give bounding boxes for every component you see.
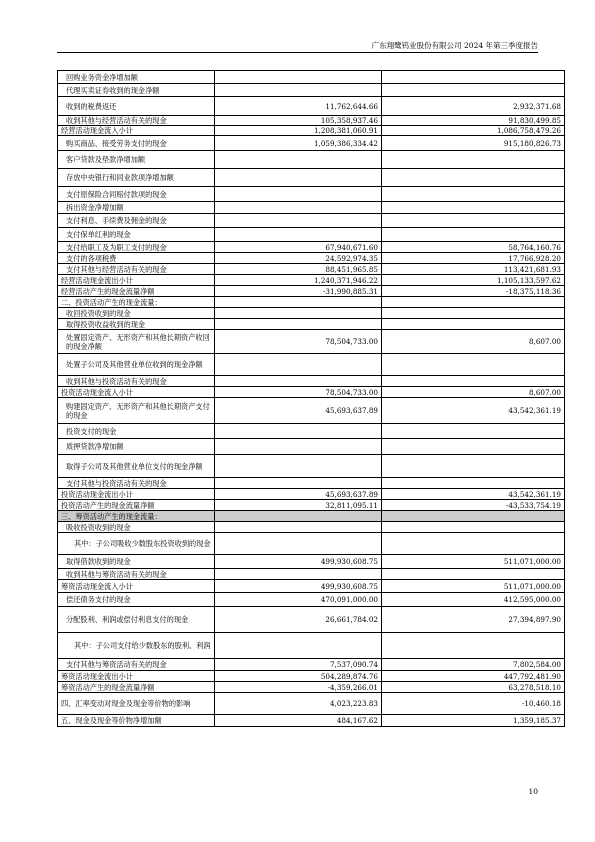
table-row — [58, 424, 565, 439]
row-item-label: 吸收投资收到的现金 — [58, 522, 215, 533]
row-item-label: 经营活动现金流出小计 — [58, 275, 215, 286]
row-item-label: 收回投资收到的现金 — [58, 308, 215, 319]
row-item-label: 支付其他与投资活动有关的现金 — [58, 478, 215, 489]
row-item-label: 存放中央银行和同业款项净增加额 — [58, 169, 215, 187]
current-period-amount — [215, 151, 382, 169]
table-row — [58, 126, 565, 136]
row-item-label: 投资活动现金流入小计 — [58, 387, 215, 398]
current-period-amount: 26,661,784.02 — [215, 607, 382, 633]
table-row — [58, 286, 565, 297]
page-number: 10 — [528, 787, 538, 796]
prior-period-amount — [382, 214, 565, 228]
prior-period-amount — [382, 511, 565, 522]
table-row — [58, 275, 565, 286]
current-period-amount: 499,930,608.75 — [215, 580, 382, 593]
row-item-label: 其中：子公司支付给少数股东的股利、利润 — [58, 633, 215, 659]
prior-period-amount — [382, 228, 565, 242]
row-item-label: 处置子公司及其他营业单位收到的现金净额 — [58, 354, 215, 376]
table-row — [58, 633, 565, 659]
row-item-label: 支付其他与经营活动有关的现金 — [58, 264, 215, 275]
row-item-label: 支付原保险合同赔付款项的现金 — [58, 187, 215, 202]
current-period-amount: 1,208,381,060.91 — [215, 126, 382, 136]
row-item-label: 客户贷款及垫款净增加额 — [58, 151, 215, 169]
table-row — [58, 97, 565, 116]
row-item-label: 支付利息、手续费及佣金的现金 — [58, 214, 215, 228]
table-row — [58, 116, 565, 126]
prior-period-amount: 27,394,897.90 — [382, 607, 565, 633]
prior-period-amount: 915,180,826.73 — [382, 136, 565, 151]
prior-period-amount: 1,105,133,597.62 — [382, 275, 565, 286]
current-period-amount: 4,023,223.83 — [215, 693, 382, 715]
table-row — [58, 522, 565, 533]
prior-period-amount — [382, 202, 565, 214]
prior-period-amount: 58,764,160.76 — [382, 242, 565, 253]
current-period-amount: 1,240,371,946.22 — [215, 275, 382, 286]
table-row — [58, 607, 565, 633]
table-row — [58, 354, 565, 376]
prior-period-amount — [382, 376, 565, 387]
prior-period-amount: 63,278,518.10 — [382, 682, 565, 693]
current-period-amount: 1,059,386,334.42 — [215, 136, 382, 151]
current-period-amount: 504,289,874.76 — [215, 671, 382, 682]
prior-period-amount — [382, 424, 565, 439]
table-row — [58, 214, 565, 228]
current-period-amount — [215, 187, 382, 202]
table-row — [58, 593, 565, 607]
row-item-label: 收到其他与投资活动有关的现金 — [58, 376, 215, 387]
row-item-label: 三、筹资活动产生的现金流量： — [58, 511, 215, 522]
current-period-amount: 484,167.62 — [215, 715, 382, 727]
table-row — [58, 659, 565, 671]
current-period-amount: 11,762,644.66 — [215, 97, 382, 116]
prior-period-amount — [382, 308, 565, 319]
prior-period-amount: -43,533,754.19 — [382, 500, 565, 511]
table-row — [58, 533, 565, 555]
prior-period-amount: 2,932,371.68 — [382, 97, 565, 116]
current-period-amount — [215, 424, 382, 439]
current-period-amount: 88,451,965.85 — [215, 264, 382, 275]
table-row — [58, 439, 565, 455]
row-item-label: 处置固定资产、无形资产和其他长期资产收回的现金净额 — [58, 330, 215, 354]
row-item-label: 投资支付的现金 — [58, 424, 215, 439]
row-item-label: 质押贷款净增加额 — [58, 439, 215, 455]
table-row — [58, 376, 565, 387]
row-item-label: 购建固定资产、无形资产和其他长期资产支付的现金 — [58, 398, 215, 424]
current-period-amount — [215, 478, 382, 489]
cash-flow-table-body — [58, 71, 565, 727]
table-row — [58, 455, 565, 478]
row-item-label: 购买商品、接受劳务支付的现金 — [58, 136, 215, 151]
current-period-amount — [215, 169, 382, 187]
current-period-amount — [215, 569, 382, 580]
current-period-amount: 67,940,671.60 — [215, 242, 382, 253]
current-period-amount: 45,693,637.89 — [215, 489, 382, 500]
row-item-label: 经营活动产生的现金流量净额 — [58, 286, 215, 297]
row-item-label: 经营活动现金流入小计 — [58, 126, 215, 136]
row-item-label: 收到其他与经营活动有关的现金 — [58, 116, 215, 126]
row-item-label: 代理买卖证券收到的现金净额 — [58, 84, 215, 97]
prior-period-amount: 1,086,758,479.26 — [382, 126, 565, 136]
table-row — [58, 228, 565, 242]
current-period-amount — [215, 319, 382, 330]
table-row — [58, 242, 565, 253]
prior-period-amount: 8,607.00 — [382, 387, 565, 398]
prior-period-amount: 511,071,000.00 — [382, 580, 565, 593]
row-item-label: 筹资活动现金流入小计 — [58, 580, 215, 593]
row-item-label: 支付其他与筹资活动有关的现金 — [58, 659, 215, 671]
prior-period-amount: 447,792,481.90 — [382, 671, 565, 682]
prior-period-amount: 113,421,681.93 — [382, 264, 565, 275]
current-period-amount — [215, 297, 382, 308]
table-row — [58, 151, 565, 169]
row-item-label: 回购业务资金净增加额 — [58, 71, 215, 84]
prior-period-amount — [382, 71, 565, 84]
current-period-amount: 7,537,090.74 — [215, 659, 382, 671]
current-period-amount — [215, 522, 382, 533]
current-period-amount — [215, 308, 382, 319]
current-period-amount: 470,091,000.00 — [215, 593, 382, 607]
table-row — [58, 715, 565, 727]
table-row — [58, 202, 565, 214]
row-item-label: 二、投资活动产生的现金流量： — [58, 297, 215, 308]
prior-period-amount — [382, 187, 565, 202]
prior-period-amount: -10,460.18 — [382, 693, 565, 715]
row-item-label: 偿还债务支付的现金 — [58, 593, 215, 607]
table-row — [58, 84, 565, 97]
current-period-amount: 78,504,733.00 — [215, 330, 382, 354]
row-item-label: 取得投资收益收到的现金 — [58, 319, 215, 330]
table-row — [58, 693, 565, 715]
prior-period-amount — [382, 455, 565, 478]
current-period-amount — [215, 533, 382, 555]
row-item-label: 筹资活动产生的现金流量净额 — [58, 682, 215, 693]
prior-period-amount — [382, 319, 565, 330]
row-item-label: 支付给职工及为职工支付的现金 — [58, 242, 215, 253]
table-row — [58, 169, 565, 187]
prior-period-amount: 43,542,361.19 — [382, 489, 565, 500]
prior-period-amount: -18,375,118.36 — [382, 286, 565, 297]
table-row — [58, 187, 565, 202]
current-period-amount — [215, 354, 382, 376]
table-row — [58, 555, 565, 569]
prior-period-amount — [382, 478, 565, 489]
current-period-amount — [215, 633, 382, 659]
current-period-amount: 78,504,733.00 — [215, 387, 382, 398]
table-row — [58, 569, 565, 580]
table-row — [58, 330, 565, 354]
table-row — [58, 478, 565, 489]
row-item-label: 取得子公司及其他营业单位支付的现金净额 — [58, 455, 215, 478]
current-period-amount — [215, 202, 382, 214]
prior-period-amount: 43,542,361.19 — [382, 398, 565, 424]
current-period-amount: -31,990,885.31 — [215, 286, 382, 297]
row-item-label: 投资活动产生的现金流量净额 — [58, 500, 215, 511]
row-item-label: 支付保单红利的现金 — [58, 228, 215, 242]
header-divider — [57, 52, 538, 53]
current-period-amount — [215, 376, 382, 387]
current-period-amount: -4,359,266.01 — [215, 682, 382, 693]
row-item-label: 取得借款收到的现金 — [58, 555, 215, 569]
row-item-label: 五、现金及现金等价物净增加额 — [58, 715, 215, 727]
table-row — [58, 580, 565, 593]
table-row — [58, 297, 565, 308]
prior-period-amount: 7,802,584.00 — [382, 659, 565, 671]
prior-period-amount: 511,071,000.00 — [382, 555, 565, 569]
row-item-label: 四、汇率变动对现金及现金等价物的影响 — [58, 693, 215, 715]
row-item-label: 支付的各项税费 — [58, 253, 215, 264]
prior-period-amount — [382, 169, 565, 187]
table-row — [58, 71, 565, 84]
table-row — [58, 253, 565, 264]
prior-period-amount: 91,830,499.85 — [382, 116, 565, 126]
row-item-label: 收到的税费返还 — [58, 97, 215, 116]
row-item-label: 分配股利、利润或偿付利息支付的现金 — [58, 607, 215, 633]
table-row — [58, 264, 565, 275]
current-period-amount — [215, 228, 382, 242]
current-period-amount: 105,358,937.46 — [215, 116, 382, 126]
prior-period-amount — [382, 533, 565, 555]
prior-period-amount — [382, 354, 565, 376]
prior-period-amount — [382, 151, 565, 169]
table-row — [58, 682, 565, 693]
current-period-amount — [215, 439, 382, 455]
table-row — [58, 319, 565, 330]
row-item-label: 投资活动现金流出小计 — [58, 489, 215, 500]
table-row — [58, 387, 565, 398]
table-row — [58, 136, 565, 151]
current-period-amount: 499,930,608.75 — [215, 555, 382, 569]
table-row — [58, 500, 565, 511]
prior-period-amount — [382, 297, 565, 308]
prior-period-amount — [382, 522, 565, 533]
current-period-amount: 32,811,095.11 — [215, 500, 382, 511]
table-row — [58, 489, 565, 500]
prior-period-amount — [382, 84, 565, 97]
prior-period-amount: 8,607.00 — [382, 330, 565, 354]
row-item-label: 收到其他与筹资活动有关的现金 — [58, 569, 215, 580]
current-period-amount — [215, 71, 382, 84]
report-header-title: 广东翔鹭钨业股份有限公司 2024 年第三季度报告 — [371, 41, 538, 50]
current-period-amount: 24,592,974.35 — [215, 253, 382, 264]
prior-period-amount: 17,766,928.20 — [382, 253, 565, 264]
current-period-amount — [215, 511, 382, 522]
prior-period-amount — [382, 633, 565, 659]
prior-period-amount: 412,595,000.00 — [382, 593, 565, 607]
prior-period-amount — [382, 439, 565, 455]
current-period-amount: 45,693,637.89 — [215, 398, 382, 424]
table-row — [58, 398, 565, 424]
current-period-amount — [215, 84, 382, 97]
current-period-amount — [215, 214, 382, 228]
prior-period-amount: 1,359,185.37 — [382, 715, 565, 727]
current-period-amount — [215, 455, 382, 478]
cash-flow-statement-table — [57, 70, 565, 727]
row-item-label: 筹资活动现金流出小计 — [58, 671, 215, 682]
prior-period-amount — [382, 569, 565, 580]
row-item-label: 拆出资金净增加额 — [58, 202, 215, 214]
table-row — [58, 671, 565, 682]
table-row — [58, 511, 565, 522]
table-row — [58, 308, 565, 319]
row-item-label: 其中：子公司吸收少数股东投资收到的现金 — [58, 533, 215, 555]
